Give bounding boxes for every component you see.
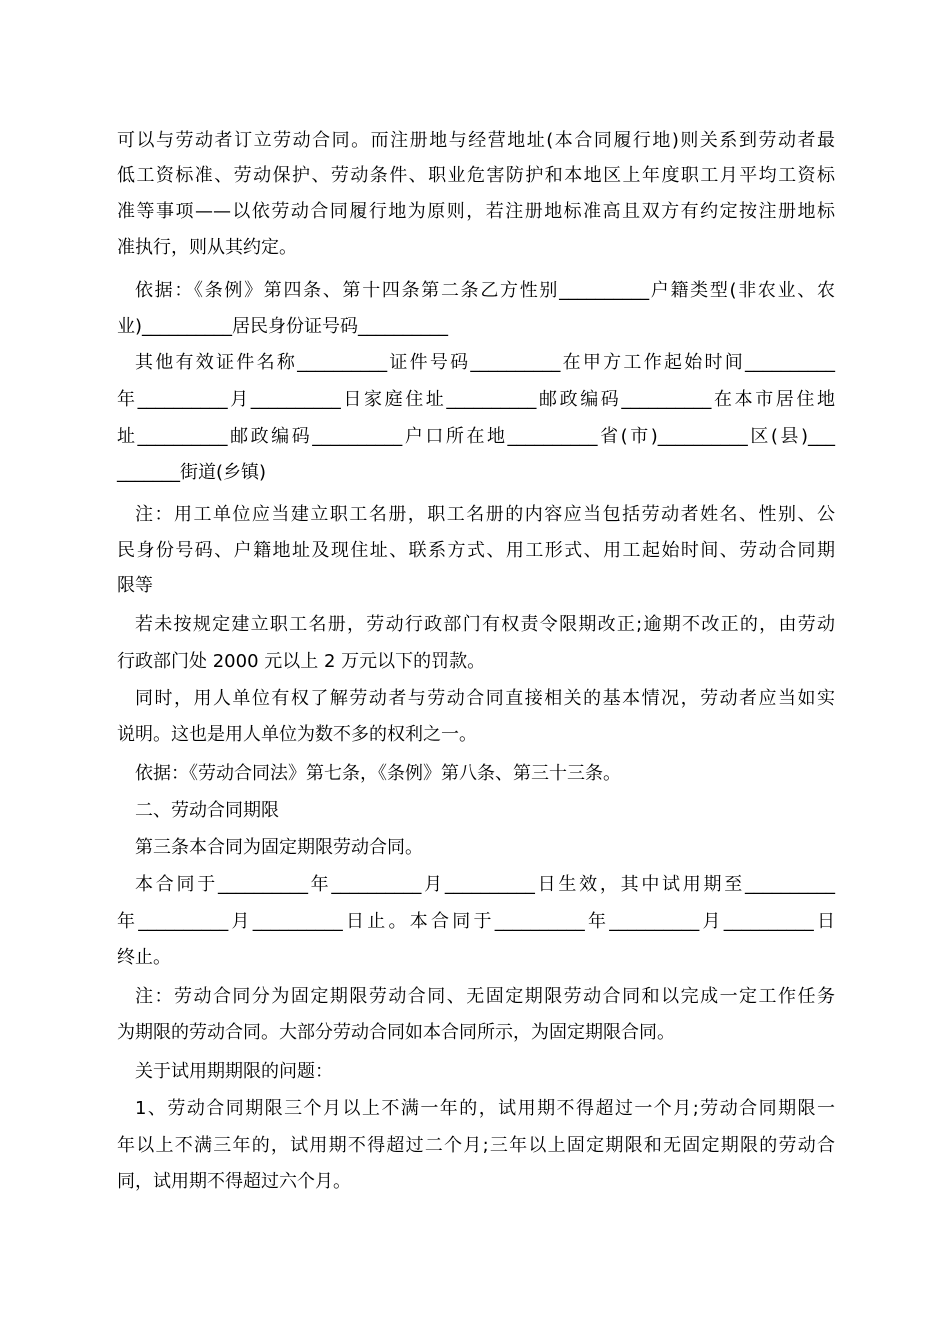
text-line: 本合同于__________年__________月__________日生效，其中试用期至__________ bbox=[135, 874, 835, 895]
text-line: 终止。 bbox=[117, 947, 171, 968]
text-line: 关于试用期期限的问题： bbox=[135, 1061, 333, 1082]
text-line: 可以与劳动者订立劳动合同。而注册地与经营地址(本合同履行地)则关系到劳动者最 bbox=[117, 130, 835, 151]
text-line: 年以上不满三年的，试用期不得超过二个月;三年以上固定期限和无固定期限的劳动合 bbox=[117, 1135, 835, 1156]
text-line: 行政部门处 2000 元以上 2 万元以下的罚款。 bbox=[117, 651, 486, 672]
text-line: 业)__________居民身份证号码__________ bbox=[117, 316, 449, 337]
text-line: 准执行，则从其约定。 bbox=[117, 237, 297, 258]
text-line: 注：用工单位应当建立职工名册，职工名册的内容应当包括劳动者姓名、性别、公 bbox=[135, 504, 835, 525]
text-line: 年__________月__________日家庭住址__________邮政编码__________在本市居住地 bbox=[117, 389, 835, 410]
text-line: 说明。这也是用人单位为数不多的权利之一。 bbox=[117, 724, 477, 745]
text-line: _______街道(乡镇) bbox=[117, 462, 267, 483]
text-line: 低工资标准、劳动保护、劳动条件、职业危害防护和本地区上年度职工月平均工资标 bbox=[117, 165, 835, 186]
text-line: 第三条本合同为固定期限劳动合同。 bbox=[135, 837, 423, 858]
text-line: 1、劳动合同期限三个月以上不满一年的，试用期不得超过一个月;劳动合同期限一 bbox=[135, 1098, 835, 1119]
text-line: 依据：《条例》第四条、第十四条第二条乙方性别__________户籍类型(非农业、农 bbox=[135, 280, 835, 301]
section-heading: 二、劳动合同期限 bbox=[135, 800, 279, 821]
text-line: 其他有效证件名称__________证件号码__________在甲方工作起始时间__________ bbox=[135, 352, 835, 373]
text-line: 若未按规定建立职工名册，劳动行政部门有权责令限期改正;逾期不改正的，由劳动 bbox=[135, 614, 835, 635]
text-line: 准等事项——以依劳动合同履行地为原则，若注册地标准高且双方有约定按注册地标 bbox=[117, 201, 835, 222]
text-line: 限等 bbox=[117, 575, 153, 596]
text-line: 同，试用期不得超过六个月。 bbox=[117, 1171, 351, 1192]
text-line: 年__________月__________日止。本合同于__________年__________月__________日 bbox=[117, 911, 835, 932]
text-line: 址__________邮政编码__________户口所在地__________省(市)__________区(县)___ bbox=[117, 426, 835, 447]
text-line: 民身份号码、户籍地址及现住址、联系方式、用工形式、用工起始时间、劳动合同期 bbox=[117, 540, 835, 561]
text-line: 为期限的劳动合同。大部分劳动合同如本合同所示，为固定期限合同。 bbox=[117, 1022, 675, 1043]
text-line: 同时，用人单位有权了解劳动者与劳动合同直接相关的基本情况，劳动者应当如实 bbox=[135, 688, 835, 709]
text-line: 注：劳动合同分为固定期限劳动合同、无固定期限劳动合同和以完成一定工作任务 bbox=[135, 986, 835, 1007]
text-line: 依据：《劳动合同法》第七条，《条例》第八条、第三十三条。 bbox=[135, 763, 621, 784]
